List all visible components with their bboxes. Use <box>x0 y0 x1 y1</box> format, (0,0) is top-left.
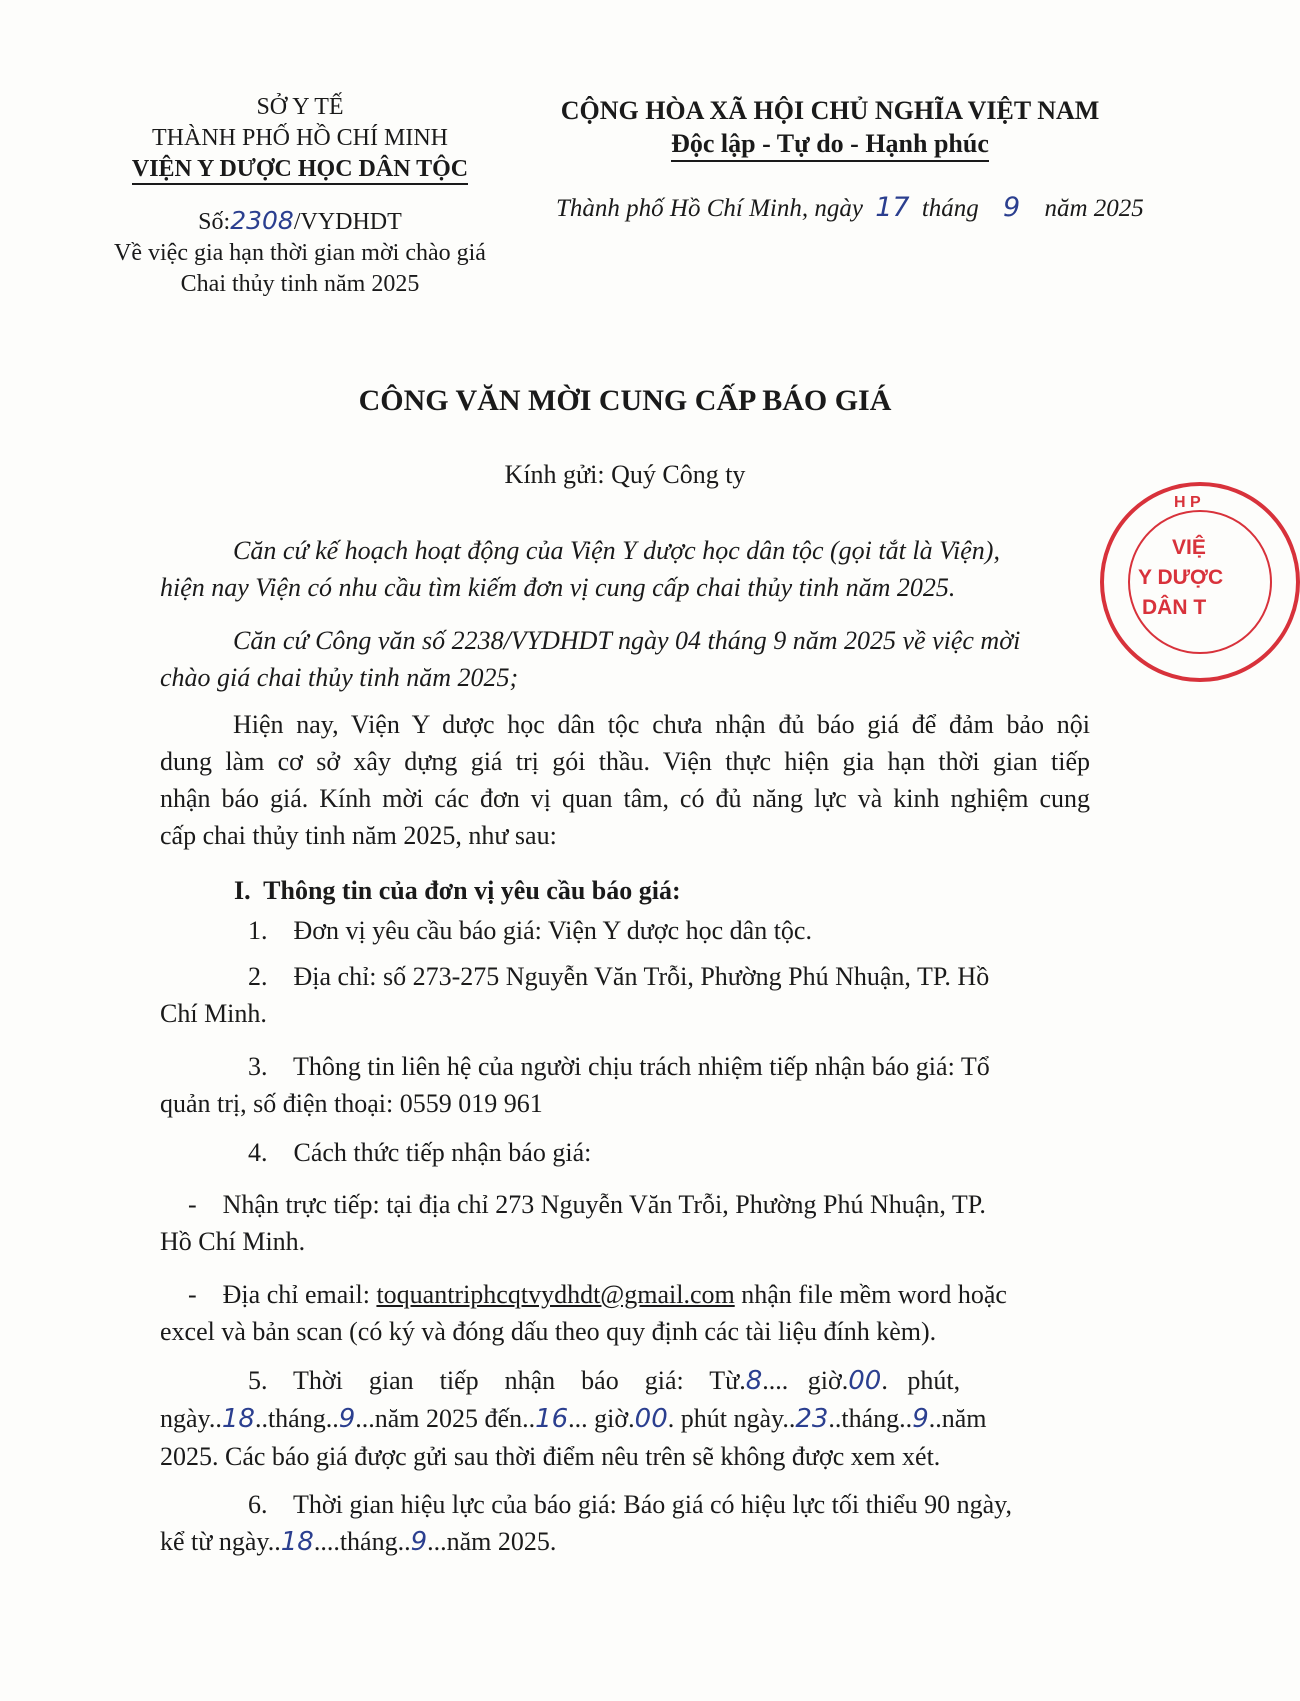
document-number-prefix: Số: <box>198 209 231 235</box>
item-5-text-a: 5. Thời gian tiếp nhận báo giá: Từ. <box>248 1366 746 1395</box>
start-minute-handwritten: 00 <box>848 1366 882 1396</box>
item-6 <box>160 1486 1090 1561</box>
section-1-heading: I. Thông tin của đơn vị yêu cầu báo giá: <box>234 876 681 905</box>
item-3-line-2: quản trị, số điện thoại: 0559 019 961 <box>160 1089 543 1118</box>
national-motto <box>520 127 1140 160</box>
item-3-line-1: 3. Thông tin liên hệ của người chịu trách nhiệm tiếp nhận báo giá: Tổ <box>248 1052 990 1081</box>
stamp-text-line3: DÂN T <box>1142 596 1207 619</box>
start-day-handwritten: 18 <box>221 1404 255 1434</box>
item-5-text-g: ... giờ. <box>568 1404 635 1433</box>
national-title: CỘNG HÒA XÃ HỘI CHỦ NGHĨA VIỆT NAM <box>560 96 1100 125</box>
intro-paragraph <box>160 706 1090 854</box>
item-6-text-b: ....tháng.. <box>313 1527 411 1556</box>
item-2 <box>160 958 1090 1032</box>
department-name: SỞ Y TẾ <box>256 94 344 120</box>
recipient-line: Kính gửi: Quý Công ty <box>504 460 746 489</box>
document-title: CÔNG VĂN MỜI CUNG CẤP BÁO GIÁ <box>358 384 892 417</box>
start-month-handwritten: 9 <box>338 1404 356 1434</box>
document-date <box>556 192 1156 223</box>
method-direct-line-2: Hồ Chí Minh. <box>160 1227 306 1256</box>
item-5-line-3: 2025. Các báo giá được gửi sau thời điểm nêu trên sẽ không được xem xét. <box>160 1442 941 1471</box>
item-2-line-2: Chí Minh. <box>160 999 267 1028</box>
item-5-text-b: .... giờ. <box>762 1366 849 1395</box>
item-6-text-a: kể từ ngày.. <box>160 1527 281 1556</box>
stamp-text-line2: Y DƯỢC <box>1138 566 1224 589</box>
method-email-prefix: - Địa chỉ email: <box>188 1280 377 1309</box>
item-5-text-e: ..tháng.. <box>254 1404 339 1433</box>
start-hour-handwritten: 8 <box>745 1366 763 1396</box>
item-6-line-2 <box>160 1523 1090 1561</box>
item-5-text-c: . phút, <box>881 1366 961 1395</box>
item-5-text-h: . phút ngày.. <box>667 1404 796 1433</box>
stamp-text-top: H P <box>1174 494 1201 511</box>
subject-line-1: Về việc gia hạn thời gian mời chào giá <box>114 240 486 266</box>
item-4: 4. Cách thức tiếp nhận báo giá: <box>248 1138 592 1167</box>
institute-name <box>80 154 520 185</box>
end-hour-handwritten: 16 <box>535 1404 569 1434</box>
basis-2-line-2: chào giá chai thủy tinh năm 2025; <box>160 663 519 692</box>
item-6-line-1: 6. Thời gian hiệu lực của báo giá: Báo giá có hiệu lực tối thiểu 90 ngày, <box>248 1490 1012 1519</box>
national-motto-text: Độc lập - Tự do - Hạnh phúc <box>671 129 989 162</box>
document-number <box>80 205 520 238</box>
method-direct-line-1: - Nhận trực tiếp: tại địa chỉ 273 Nguyễn Văn Trỗi, Phường Phú Nhuận, TP. <box>188 1190 986 1219</box>
date-year: năm 2025 <box>1044 195 1144 222</box>
item-5 <box>160 1362 1090 1475</box>
document-number-suffix: /VYDHDT <box>293 209 402 235</box>
item-5-line-1 <box>160 1362 1090 1400</box>
document-number-handwritten: 2308 <box>230 206 294 235</box>
method-email <box>160 1276 1090 1350</box>
intro-line-1: Hiện nay, Viện Y dược học dân tộc chưa nhận đủ báo giá để đảm bảo nội <box>233 710 1090 739</box>
item-5-text-d: ngày.. <box>160 1404 222 1433</box>
method-direct <box>160 1186 1090 1260</box>
basis-1 <box>160 532 1090 606</box>
method-email-line-1 <box>160 1276 1090 1313</box>
date-month-label: tháng <box>921 195 979 222</box>
valid-from-month-handwritten: 9 <box>410 1527 428 1557</box>
item-6-text-c: ...năm 2025. <box>427 1527 557 1556</box>
date-day-handwritten: 17 <box>875 192 910 223</box>
item-5-text-j: ..năm <box>928 1404 987 1433</box>
valid-from-day-handwritten: 18 <box>280 1527 314 1557</box>
end-day-handwritten: 23 <box>795 1404 829 1434</box>
item-5-text-i: ..tháng.. <box>828 1404 913 1433</box>
item-5-line-2 <box>160 1400 1090 1438</box>
header-left <box>80 92 520 300</box>
basis-1-line-1: Căn cứ kế hoạch hoạt động của Viện Y dược học dân tộc (gọi tắt là Viện), <box>233 536 1000 565</box>
basis-1-line-2: hiện nay Viện có nhu cầu tìm kiếm đơn vị cung cấp chai thủy tinh năm 2025. <box>160 573 956 602</box>
item-1: 1. Đơn vị yêu cầu báo giá: Viện Y dược học dân tộc. <box>248 916 812 945</box>
item-2-line-1: 2. Địa chỉ: số 273-275 Nguyễn Văn Trỗi, Phường Phú Nhuận, TP. Hồ <box>248 962 990 991</box>
institute-name-text: VIỆN Y DƯỢC HỌC DÂN TỘC <box>132 156 468 185</box>
intro-line-2: dung làm cơ sở xây dựng giá trị gói thầu. Viện thực hiện gia hạn thời gian tiếp <box>160 747 1090 776</box>
date-month-handwritten: 9 <box>1003 192 1021 223</box>
item-3 <box>160 1048 1090 1122</box>
email-link[interactable]: toquantriphcqtvydhdt@gmail.com <box>376 1280 735 1309</box>
intro-line-3: nhận báo giá. Kính mời các đơn vị quan tâm, có đủ năng lực và kinh nghiệm cung <box>160 784 1090 813</box>
subject-line-2: Chai thủy tinh năm 2025 <box>180 271 420 297</box>
end-minute-handwritten: 00 <box>634 1404 668 1434</box>
end-month-handwritten: 9 <box>912 1404 929 1434</box>
date-prefix: Thành phố Hồ Chí Minh, ngày <box>556 195 863 222</box>
header-right <box>520 94 1140 160</box>
method-email-suffix: nhận file mềm word hoặc <box>734 1280 1007 1309</box>
intro-line-4: cấp chai thủy tinh năm 2025, như sau: <box>160 821 557 850</box>
basis-2-line-1: Căn cứ Công văn số 2238/VYDHDT ngày 04 tháng 9 năm 2025 về việc mời <box>233 626 1021 655</box>
official-stamp <box>1100 482 1300 682</box>
method-email-line-2: excel và bản scan (có ký và đóng dấu theo quy định các tài liệu đính kèm). <box>160 1317 937 1346</box>
item-5-text-f: ...năm 2025 đến.. <box>355 1404 536 1433</box>
basis-2 <box>160 622 1090 696</box>
stamp-text-line1: VIỆ <box>1172 536 1206 559</box>
city-name: THÀNH PHỐ HỒ CHÍ MINH <box>152 125 448 151</box>
